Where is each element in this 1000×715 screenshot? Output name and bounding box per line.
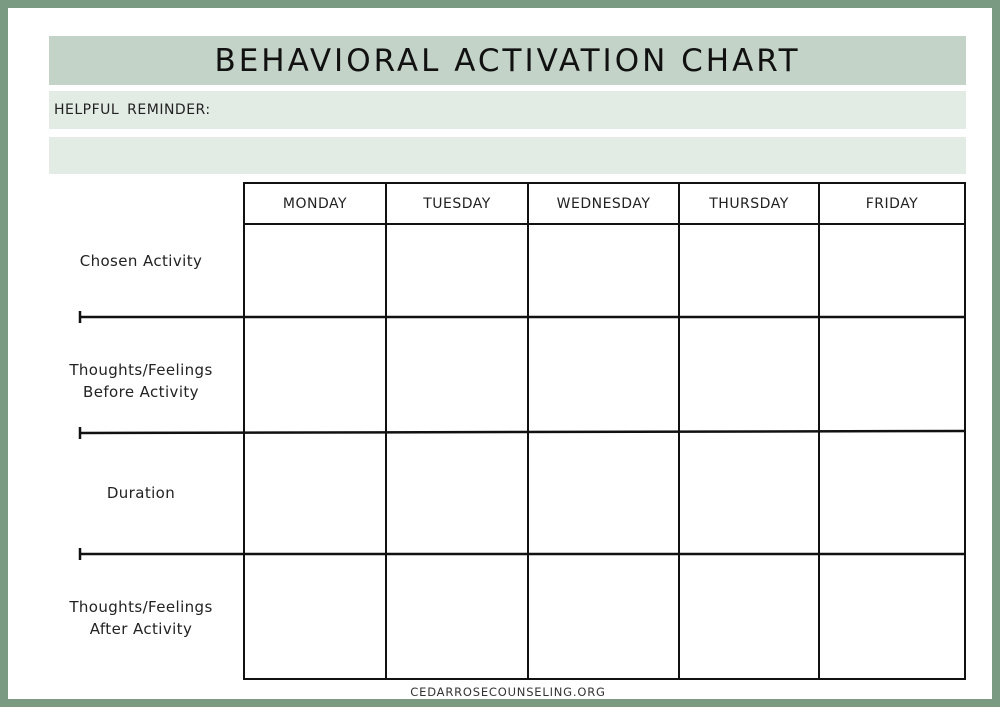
day-header-monday: MONDAY (282, 196, 348, 212)
helpful-reminder-label: HELPFUL REMINDER: (54, 102, 211, 118)
row-divider (80, 431, 965, 433)
row-label-chosen-activity: Chosen Activity (79, 252, 203, 270)
day-header-tuesday: TUESDAY (423, 196, 491, 212)
row-label-thoughts-after: Thoughts/Feelings After Activity (69, 598, 213, 638)
day-header-thursday: THURSDAY (709, 196, 789, 212)
row-label-thoughts-before: Thoughts/Feelings Before Activity (69, 361, 213, 401)
day-header-friday: FRIDAY (865, 196, 919, 212)
day-header-wednesday: WEDNESDAY (556, 196, 651, 212)
page-title: BEHAVIORAL ACTIVATION CHART (214, 42, 801, 79)
row-label-duration: Duration (106, 484, 176, 502)
footer-website: CEDARROSECOUNSELING.ORG (410, 685, 606, 699)
